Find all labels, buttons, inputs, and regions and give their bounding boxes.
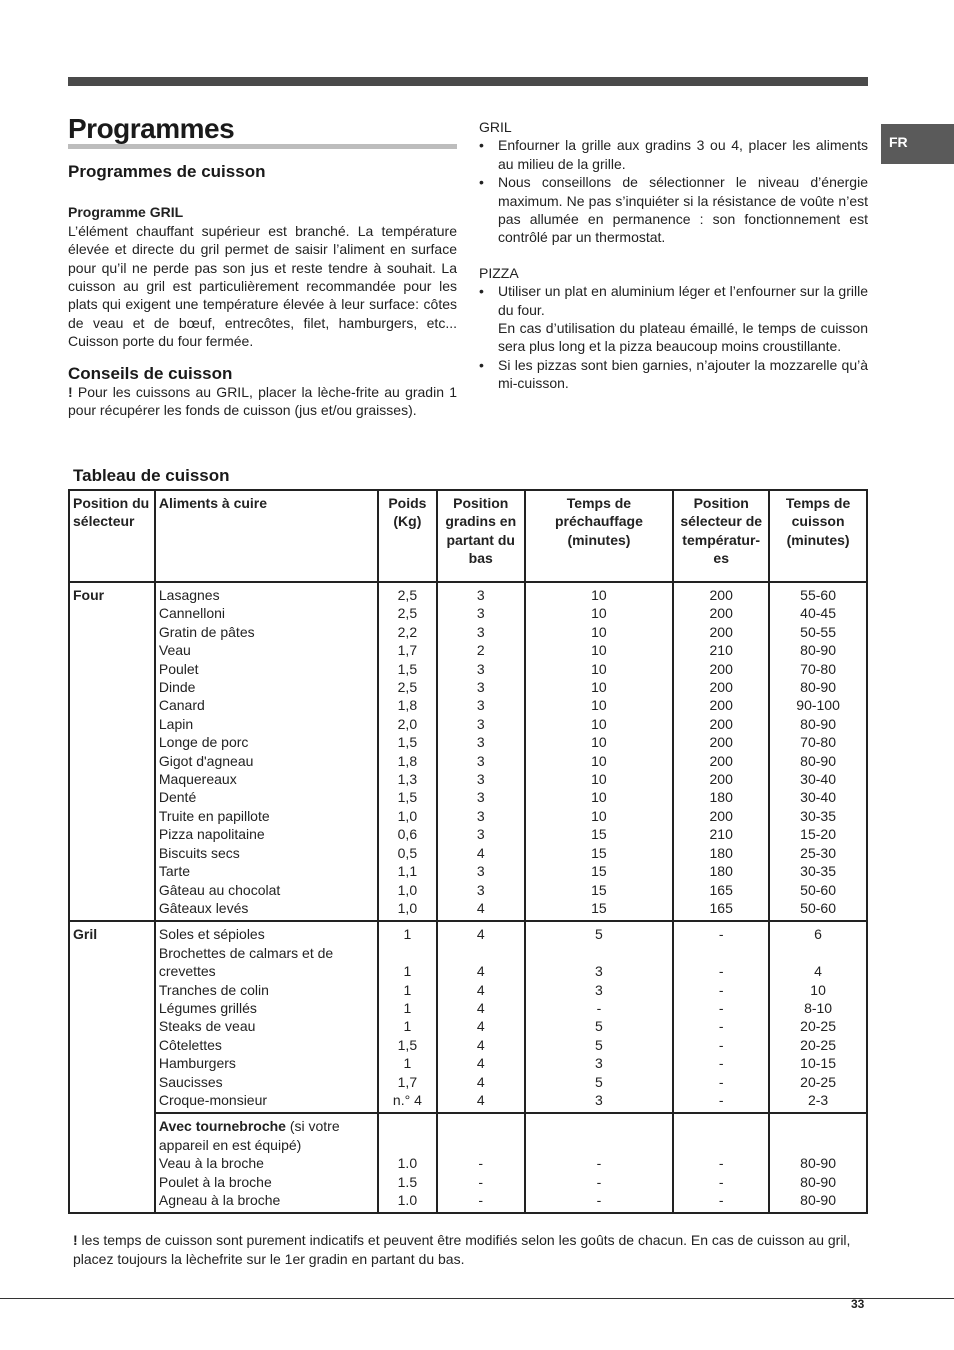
table-cell-line: 20-25 [800,1073,836,1090]
table-cell-line [677,944,765,962]
table-cell-line: 90-100 [796,697,840,714]
table-cell-line: Veau [158,642,191,659]
table-cell-line: 2,5 [397,605,418,622]
table-cell-line: Steaks de veau [158,1018,256,1035]
table-cell-line: - [718,981,724,998]
table-cell-line: 180 [709,863,733,880]
table-cell-line: 3 [476,605,485,622]
table-cell-line: 3 [476,587,485,603]
table-cell-line: 20-25 [800,1036,836,1053]
table-cell-line: Gâteaux levés [158,899,249,916]
table-cell-line: 0,5 [397,844,418,861]
table-cell-line: 20-25 [800,1018,836,1035]
pizza-label: PIZZA [479,264,519,281]
table-cell-line: 5 [595,1018,603,1035]
table-cell-line: 70-80 [800,734,836,751]
gril-label: GRIL [479,119,512,135]
table-cell-line: 200 [709,605,733,622]
table-cell-line: 200 [709,715,733,732]
table-cell-line: - [718,999,724,1016]
table-cell-line: 165 [709,899,733,916]
spacer [773,1117,863,1135]
four-poids [378,582,437,921]
table-cell-line: 210 [709,642,733,659]
table-cell-line: Soles et sépioles [158,926,265,943]
table-cell-line: 1,8 [397,752,418,769]
table-cell-line: 3 [476,771,485,788]
four-temperature [673,582,769,921]
table-cell-line [441,944,521,962]
table-cell-line: 200 [709,734,733,751]
table-cell-line: 2,0 [397,715,418,732]
table-cell-line: 10 [591,660,607,677]
tournebroche-note: (si votre appareil en est équipé) [158,1118,340,1153]
table-cell-line: 200 [709,623,733,640]
table-cell-line: 1,3 [397,771,418,788]
table-cell-line: 3 [595,1091,603,1108]
table-cell-line: 15 [591,826,607,843]
table-cell-line: - [478,1155,484,1172]
table-cell-line: - [718,1155,724,1172]
right-column [479,118,868,393]
page-title: Programmes [68,113,235,144]
tournebroche-prechauffage [525,1113,674,1213]
table-cell-line: 3 [476,660,485,677]
table-cell-line: 10 [591,679,607,696]
conseils-text: Pour les cuissons au GRIL, placer la lèche-frite au gradin 1 pour récupérer les fonds de cuisson (jus et/ou graisses). [68,384,457,419]
table-cell-line: 25-30 [800,844,836,861]
table-cell-line: 200 [709,771,733,788]
tournebroche-heading: Avec tournebroche [158,1118,286,1135]
table-row-gril [69,921,867,1113]
spacer [529,1117,670,1135]
table-cell-line: 10 [591,771,607,788]
table-cell-line: 3 [476,679,485,696]
table-cell-line: 4 [476,1091,485,1108]
programme-gril-text: L’élément chauffant supérieur est branché. La température élevée et directe du gril permet de saisir l’aliment en surface pour qu’il ne perde pas son jus et reste tendre à souhait. La cuisson au gril est particulièrement recommandée pour les plats qui exigent une température élevée à leur surface: côtes de veau et de bœuf, entrecôtes, filet, hamburgers, etc... Cuisson porte du four fermée. [68,222,457,350]
gril-temperature [673,921,769,1113]
row-label-gril: Gril [69,921,155,1213]
table-cell-line: Denté [158,789,197,806]
table-cell-line: Truite en papillote [158,807,270,824]
table-cell-line: 15 [591,881,607,898]
table-cell-line: 4 [476,981,485,998]
table-cell-line: 15 [591,844,607,861]
table-cell-line: Dinde [158,679,196,696]
table-cell-line: Poulet à la broche [158,1173,272,1190]
table-cell-line: 10 [591,715,607,732]
table-cell-line: Tranches de colin [158,981,269,998]
spacer [773,1136,863,1154]
table-cell-line [529,944,670,962]
table-cell-line: 10 [591,697,607,714]
table-cell-line: - [478,1173,484,1190]
table-cell-line: 50-55 [800,623,836,640]
table-cell-line: - [596,1155,602,1172]
header-prechauffage: Temps de préchauffage (minutes) [525,490,674,582]
conseils-heading: Conseils de cuisson [68,363,233,383]
table-cell-line: 10 [591,752,607,769]
table-cell-line: 10-15 [800,1055,836,1072]
table-cell-line: n.° 4 [392,1091,422,1108]
table-cell-line: Hamburgers [158,1055,236,1072]
table-cell-line: Veau à la broche [158,1155,264,1172]
table-cell-line: Agneau à la broche [158,1192,281,1208]
tournebroche-list [159,1154,374,1209]
header-poids: Poids (Kg) [378,490,437,582]
table-row-tournebroche [69,1113,867,1213]
footnote [73,1231,873,1269]
table-cell-line: 4 [476,1018,485,1035]
table-cell-line: 3 [476,734,485,751]
table-cell-line: 4 [476,963,485,980]
table-cell-line: 3 [476,752,485,769]
table-cell-line: 3 [595,963,603,980]
table-cell-line: 80-90 [800,1155,836,1172]
header-position-selecteur: Position du sélecteur [69,490,155,582]
table-cell-line: Croque-monsieur [158,1091,268,1108]
table-cell-line: 8-10 [804,999,833,1016]
table-cell-line: - [718,1173,724,1190]
spacer [382,1136,433,1154]
table-cell-line: - [718,1073,724,1090]
pizza-bullet-text: Utiliser un plat en aluminium léger et l’enfourner sur la grille du four. [498,283,868,318]
table-cell-line: 80-90 [800,1191,836,1208]
table-cell-line [773,944,863,962]
table-cell-line: - [596,1191,602,1208]
warning-mark: ! [68,384,73,401]
table-cell-line: 3 [476,623,485,640]
table-cell-line: 10 [591,734,607,751]
table-cell-line: 4 [476,844,485,861]
table-cell-line: 30-35 [800,863,836,880]
table-cell-line: Légumes grillés [158,999,257,1016]
table-cell-line: 1.0 [397,1155,418,1172]
table-cell-line: 5 [595,926,603,943]
bottom-rule [0,1298,954,1299]
table-cell-line: - [718,1191,724,1208]
table-cell-line: 10 [591,623,607,640]
tournebroche-poids [378,1113,437,1213]
table-cell-line: 1.5 [397,1173,418,1190]
table-cell-line: 1,0 [397,881,418,898]
table-cell-line: 3 [595,1055,603,1072]
table-cell-line [382,944,433,962]
table-cell-line: 1 [403,981,412,998]
table-cell-line: Cannelloni [158,605,226,622]
table-cell-line: 2,2 [397,623,418,640]
four-aliments [155,582,378,921]
table-cell-line: - [718,1036,724,1053]
table-cell-line: Lapin [158,715,194,732]
table-cell-line: 6 [814,926,822,943]
table-cell-line: Biscuits secs [158,844,240,861]
table-cell-line: Gigot d'agneau [158,752,254,769]
table-cell-line: crevettes [158,963,216,980]
gril-bullets [479,136,868,246]
row-label-four: Four [69,582,155,921]
table-header-row [69,490,867,582]
table-cell-line: Saucisses [158,1073,223,1090]
table-cell-line: Poulet [158,660,199,677]
table-cell-line: 1,1 [397,863,418,880]
top-rule [68,77,868,86]
table-cell-line: 2-3 [807,1091,829,1108]
table-cell-line: 4 [476,926,485,943]
table-cell-line: 4 [814,963,822,980]
table-cell-line: 15 [591,899,607,916]
four-prechauffage [525,582,674,921]
table-cell-line: 80-90 [800,1173,836,1190]
table-cell-line: 200 [709,660,733,677]
table-cell-line: 200 [709,587,733,603]
table-cell-line: 15-20 [800,826,836,843]
table-cell-line: 70-80 [800,660,836,677]
four-gradins [437,582,525,921]
table-cell-line: 3 [476,807,485,824]
table-cell-line: 80-90 [800,752,836,769]
page-number: 33 [851,1297,865,1311]
table-cell-line: 200 [709,679,733,696]
table-cell-line: - [596,1173,602,1190]
spacer [441,1136,521,1154]
table-cell-line: - [718,963,724,980]
table-cell-line: 200 [709,697,733,714]
table-cell-line: 1 [403,999,412,1016]
table-cell-line: 1,5 [397,660,418,677]
table-cell-line: Lasagnes [158,587,220,603]
title-underline [68,144,457,149]
table-cell-line: 3 [476,863,485,880]
header-gradins: Position gradins en partant du bas [437,490,525,582]
table-cell-line: 55-60 [800,587,836,603]
table-cell-line: 1 [403,963,412,980]
tournebroche-temperature [673,1113,769,1213]
table-cell-line: - [718,926,724,943]
table-cell-line: 10 [591,789,607,806]
table-cell-line: 200 [709,807,733,824]
table-cell-line: 1,0 [397,807,418,824]
table-cell-line: 3 [595,981,603,998]
table-cell-line: 1,0 [397,899,418,916]
table-cell-line: 180 [709,844,733,861]
table-cell-line: 10 [591,642,607,659]
conseils-paragraph [68,383,457,420]
table-cell-line: 10 [591,807,607,824]
table-cell-line: 180 [709,789,733,806]
table-cell-line: 1 [403,1055,412,1072]
table-cell-line: 3 [476,826,485,843]
table-cell-line: 30-35 [800,807,836,824]
footnote-text: les temps de cuisson sont purement indicatifs et peuvent être modifiés selon les goûts de chacun. En cas de cuisson au gril, placez toujours la lèchefrite sur le 1er gradin en partant du bas. [73,1232,851,1267]
table-cell-line: Canard [158,697,205,714]
table-cell-line: 2 [476,642,485,659]
gril-aliments [155,921,378,1113]
cooking-table [68,489,868,1214]
table-cell-line: 15 [591,863,607,880]
table-cell-line: 4 [476,999,485,1016]
table-cell-line: 3 [476,881,485,898]
table-cell-line: 4 [476,1055,485,1072]
table-cell-line: 10 [591,605,607,622]
table-title: Tableau de cuisson [73,466,230,485]
table-cell-line: 0,6 [397,826,418,843]
table-cell-line: 1,5 [397,789,418,806]
table-cell-line: Gâteau au chocolat [158,881,281,898]
spacer [677,1117,765,1135]
language-tab: FR [881,124,954,164]
footnote-mark: ! [73,1232,78,1248]
table-cell-line: - [478,1191,484,1208]
table-cell-line: 50-60 [800,881,836,898]
tournebroche-gradins [437,1113,525,1213]
spacer [529,1136,670,1154]
header-cuisson: Temps de cuisson (minutes) [769,490,867,582]
table-cell-line: 80-90 [800,679,836,696]
table-cell-line: 165 [709,881,733,898]
table-cell-line: 1 [403,1018,412,1035]
gril-cuisson [769,921,867,1113]
table-cell-line: 80-90 [800,715,836,732]
header-aliments: Aliments à cuire [155,490,378,582]
table-cell-line: 1.0 [397,1191,418,1208]
gril-bullet: • Nous conseillons de sélectionner le niveau d’énergie maximum. Ne pas s’inquiéter si la résistance de voûte n’est pas allumée en permanence : son fonctionnement est contrôlé par un thermostat. [479,173,868,247]
gril-bullet: • Enfourner la grille aux gradins 3 ou 4, placer les aliments au milieu de la grille. [479,136,868,173]
table-cell-line: 3 [476,697,485,714]
table-cell-line: Maquereaux [158,771,237,788]
table-cell-line: 1,5 [397,1036,418,1053]
table-cell-line: - [718,1055,724,1072]
table-cell-line: Pizza napolitaine [158,826,265,843]
pizza-bullet: • Si les pizzas sont bien garnies, n’ajouter la mozzarelle qu’à mi-cuisson. [479,356,868,393]
table-row-four [69,582,867,921]
table-cell-line: 1,7 [397,642,418,659]
spacer [441,1117,521,1135]
table-cell-line: 4 [476,1073,485,1090]
table-cell-line: 4 [476,1036,485,1053]
table-cell-line: 5 [595,1073,603,1090]
gril-poids [378,921,437,1113]
gril-prechauffage [525,921,674,1113]
table-cell-line: 1,5 [397,734,418,751]
left-column [68,163,457,420]
spacer [677,1136,765,1154]
pizza-bullets [479,282,868,392]
tournebroche-aliments [155,1113,378,1213]
table-cell-line: Tarte [158,863,190,880]
table-cell-line: 3 [476,789,485,806]
table-cell-line: Côtelettes [158,1036,222,1053]
table-cell-line: 4 [476,899,485,916]
table-cell-line: 200 [709,752,733,769]
table-cell-line: 80-90 [800,642,836,659]
table-cell-line: 5 [595,1036,603,1053]
table-cell-line: 10 [810,981,826,998]
section-title: Programmes de cuisson [68,162,266,181]
table-cell-line: 30-40 [800,771,836,788]
table-cell-line: 1,7 [397,1073,418,1090]
spacer [382,1117,433,1135]
table-cell-line: Longe de porc [158,734,249,751]
table-cell-line: - [718,1091,724,1108]
table-cell-line: 2,5 [397,587,418,603]
gril-gradins [437,921,525,1113]
table-cell-line: 50-60 [800,899,836,916]
table-cell-line: 210 [709,826,733,843]
table-cell-line: 1,8 [397,697,418,714]
pizza-bullet-extra: En cas d’utilisation du plateau émaillé, le temps de cuisson sera plus long et la pizza beaucoup moins croustillante. [498,320,868,355]
table-cell-line: 10 [591,587,607,603]
table-cell-line: - [718,1018,724,1035]
table-cell-line: 2,5 [397,679,418,696]
table-cell-line: 40-45 [800,605,836,622]
tournebroche-cuisson [769,1113,867,1213]
programme-gril-heading: Programme GRIL [68,204,184,221]
header-temperature: Position sélecteur de températur-es [673,490,769,582]
table-cell-line: - [596,999,602,1016]
table-cell-line: Gratin de pâtes [158,623,255,640]
table-cell-line: Brochettes de calmars et de [158,944,334,961]
pizza-bullet [479,282,868,356]
table-cell-line: 30-40 [800,789,836,806]
table-cell-line: 3 [476,715,485,732]
four-cuisson [769,582,867,921]
table-cell-line: 1 [403,926,412,943]
